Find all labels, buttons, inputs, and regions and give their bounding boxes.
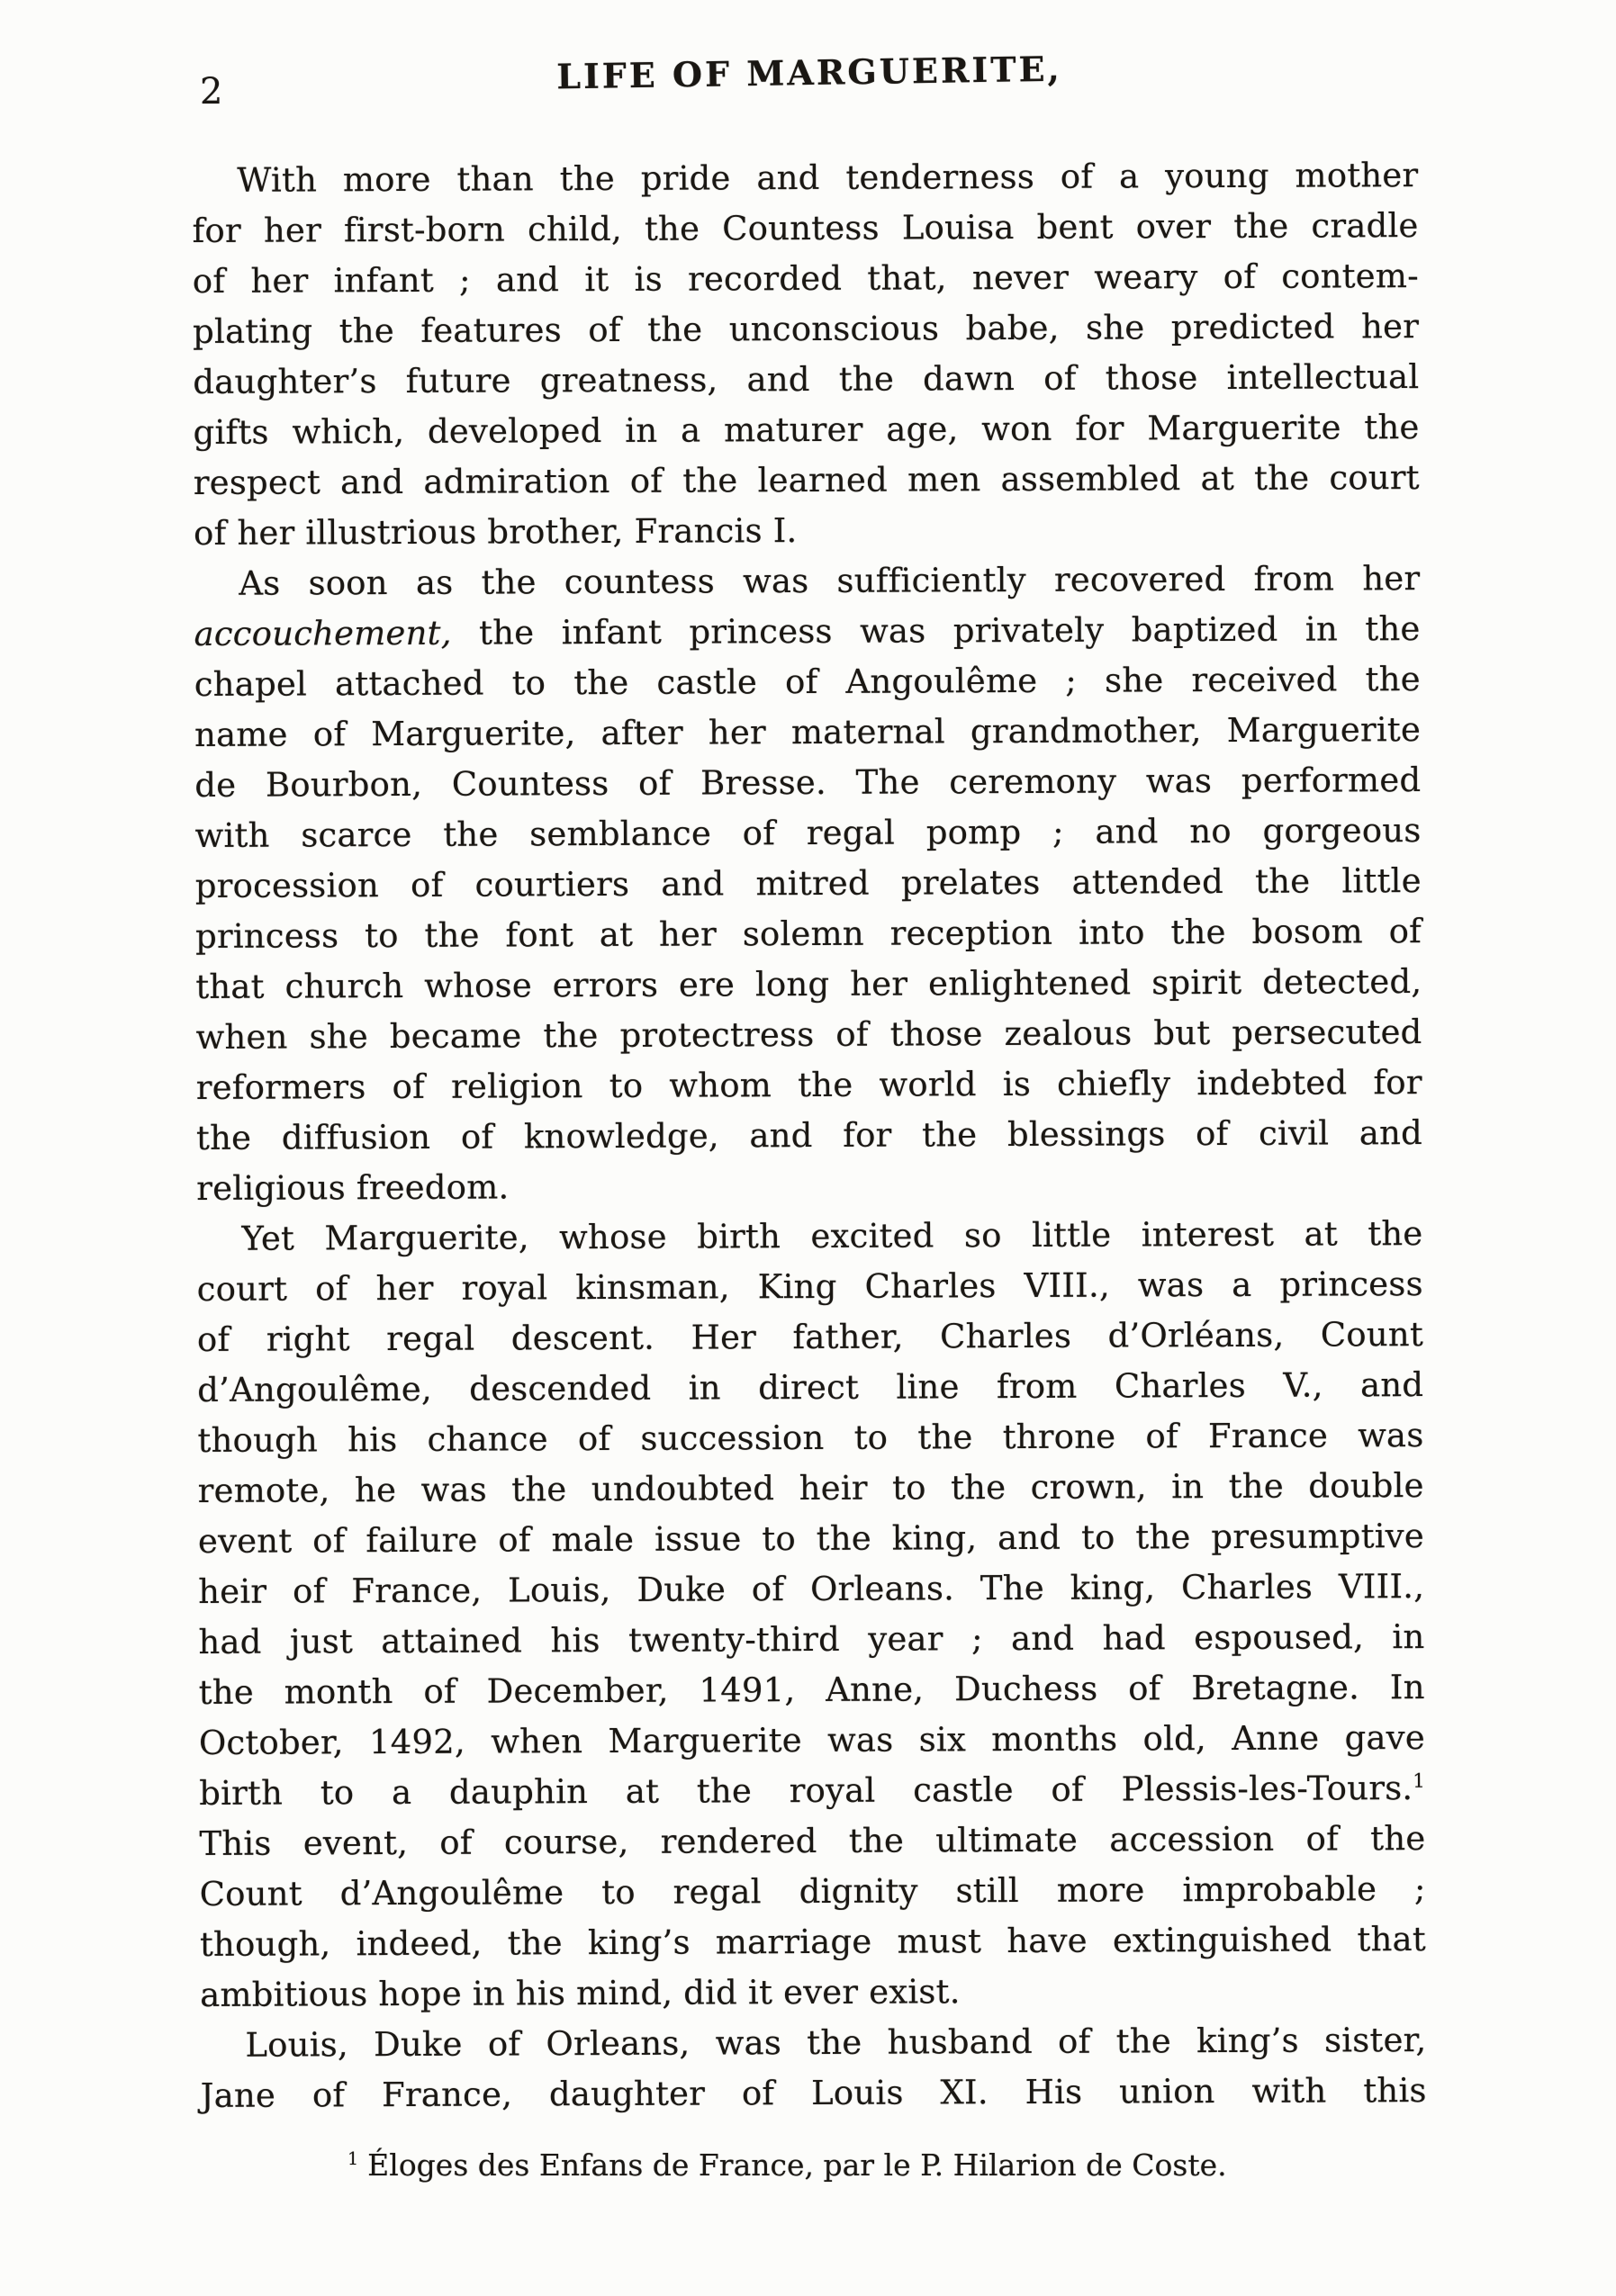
- text-line: [194, 503, 1420, 559]
- text-line: [199, 1763, 1425, 1819]
- text-line: [197, 1310, 1423, 1365]
- text-line: [194, 604, 1420, 660]
- text-segment: event of failure of male issue to the king, and to the presumptive: [197, 1517, 1425, 1561]
- text-line: [200, 1965, 1426, 2021]
- text-segment: had just attained his twenty-third year ; and had espoused, in: [198, 1617, 1425, 1661]
- text-segment: with scarce the semblance of regal pomp ; and no gorgeous: [194, 811, 1422, 855]
- footnote-text: Éloges des Enfans de France, par le P. Hilarion de Coste.: [367, 2147, 1227, 2183]
- text-segment: for her first-born child, the Countess Louisa bent over the cradle: [192, 206, 1419, 250]
- text-line: [200, 2015, 1426, 2071]
- text-segment: of her infant ; and it is recorded that, never weary of contem-: [192, 257, 1419, 301]
- text-segment: respect and admiration of the learned men assembled at the court: [193, 458, 1420, 502]
- text-line: [195, 957, 1422, 1013]
- text-segment: Jane of France, daughter of Louis XI. His union with this: [200, 2071, 1427, 2115]
- text-line: [193, 302, 1419, 357]
- text-line: [196, 1108, 1422, 1164]
- text-segment: With more than the pride and tenderness of a young mother: [237, 156, 1419, 200]
- text-segment: princess to the font at her solemn reception into the bosom of: [194, 912, 1422, 956]
- text-segment: the month of December, 1491, Anne, Duchess of Bretagne. In: [198, 1668, 1425, 1712]
- text-line: [196, 1209, 1422, 1265]
- text-segment: d’Angoulême, descended in direct line from Charles V., and: [197, 1365, 1424, 1409]
- text-line: [193, 402, 1419, 458]
- text-line: [198, 1612, 1424, 1668]
- text-line: [194, 654, 1421, 710]
- text-segment: Yet Marguerite, whose birth excited so little interest at the: [241, 1214, 1423, 1258]
- text-line: [194, 806, 1421, 861]
- footnote: [196, 2146, 1422, 2185]
- text-segment: remote, he was the undoubted heir to the crown, in the double: [197, 1466, 1424, 1510]
- text-segment: chapel attached to the castle of Angoulême ; she received the: [194, 660, 1421, 704]
- text-segment: of her illustrious brother, Francis I.: [193, 511, 798, 553]
- text-line: [199, 1662, 1425, 1718]
- text-line: [196, 1058, 1422, 1113]
- text-segment: ambitious hope in his mind, did it ever exist.: [200, 1972, 961, 2014]
- text-segment: though his chance of succession to the throne of France was: [197, 1416, 1424, 1460]
- text-segment: Count d’Angoulême to regal dignity still more improbable ;: [199, 1869, 1426, 1913]
- text-line: [194, 554, 1420, 609]
- text-line: [198, 1562, 1424, 1617]
- text-segment: though, indeed, the king’s marriage must have extinguished that: [199, 1920, 1426, 1964]
- text-segment: gifts which, developed in a maturer age, won for Marguerite the: [193, 408, 1420, 452]
- text-line: [195, 856, 1422, 912]
- paragraph: [192, 150, 1420, 559]
- text-segment: name of Marguerite, after her maternal grandmother, Marguerite: [194, 710, 1422, 754]
- text-line: [192, 201, 1418, 257]
- text-line: [200, 1914, 1426, 1970]
- text-line: [195, 906, 1422, 962]
- text-segment: As soon as the countess was sufficiently recovered from her: [239, 559, 1421, 603]
- text-line: [201, 2066, 1427, 2121]
- text-line: [192, 150, 1418, 206]
- text-line: [195, 1007, 1422, 1063]
- paragraph: [196, 1209, 1426, 2021]
- footnote-reference: 1: [1413, 1769, 1426, 1793]
- text-line: [194, 755, 1421, 811]
- text-segment: the diffusion of knowledge, and for the blessings of civil and: [195, 1113, 1423, 1157]
- text-segment: Louis, Duke of Orleans, was the husband of the king’s sister,: [245, 2021, 1427, 2065]
- text-block: [192, 150, 1427, 2121]
- text-segment: of right regal descent. Her father, Charles d’Orléans, Count: [196, 1315, 1424, 1359]
- text-line: [194, 705, 1421, 761]
- text-segment: daughter’s future greatness, and the dawn of those intellectual: [193, 357, 1420, 401]
- text-segment: procession of courtiers and mitred prelates attended the little: [194, 861, 1422, 905]
- text-segment: de Bourbon, Countess of Bresse. The ceremony was performed: [194, 761, 1422, 805]
- text-segment: plating the features of the unconscious babe, she predicted her: [193, 307, 1420, 351]
- text-segment: accouchement,: [194, 613, 452, 653]
- text-line: [197, 1360, 1423, 1416]
- text-line: [193, 352, 1419, 408]
- text-line: [193, 251, 1419, 307]
- text-segment: birth to a dauphin at the royal castle of Plessis-les-Tours.: [199, 1769, 1413, 1813]
- footnote-marker: 1: [348, 2148, 359, 2169]
- text-segment: religious freedom.: [196, 1167, 510, 1208]
- text-line: [198, 1461, 1424, 1517]
- text-line: [200, 1864, 1426, 1920]
- text-line: [198, 1511, 1424, 1567]
- text-line: [197, 1410, 1423, 1466]
- text-line: [194, 453, 1420, 509]
- page-number: 2: [200, 71, 223, 113]
- text-segment: that church whose errors ere long her enlightened spirit detected,: [195, 962, 1422, 1006]
- text-segment: This event, of course, rendered the ultimate accession of the: [199, 1819, 1426, 1863]
- text-segment: reformers of religion to whom the world is chiefly indebted for: [195, 1063, 1422, 1107]
- text-segment: October, 1492, when Marguerite was six months old, Anne gave: [198, 1718, 1426, 1762]
- text-segment: when she became the protectress of those zealous but persecuted: [195, 1013, 1422, 1057]
- text-line: [199, 1713, 1425, 1769]
- text-line: [199, 1814, 1425, 1869]
- running-title: LIFE OF MARGUERITE,: [555, 48, 1063, 97]
- text-line: [196, 1158, 1422, 1214]
- paragraph: [194, 554, 1422, 1214]
- text-line: [197, 1259, 1423, 1315]
- paragraph: [200, 2015, 1426, 2121]
- text-segment: heir of France, Louis, Duke of Orleans. The king, Charles VIII.,: [198, 1567, 1425, 1611]
- text-segment: the infant princess was privately baptized in the: [451, 609, 1421, 653]
- text-segment: court of her royal kinsman, King Charles VIII., was a princess: [196, 1265, 1423, 1309]
